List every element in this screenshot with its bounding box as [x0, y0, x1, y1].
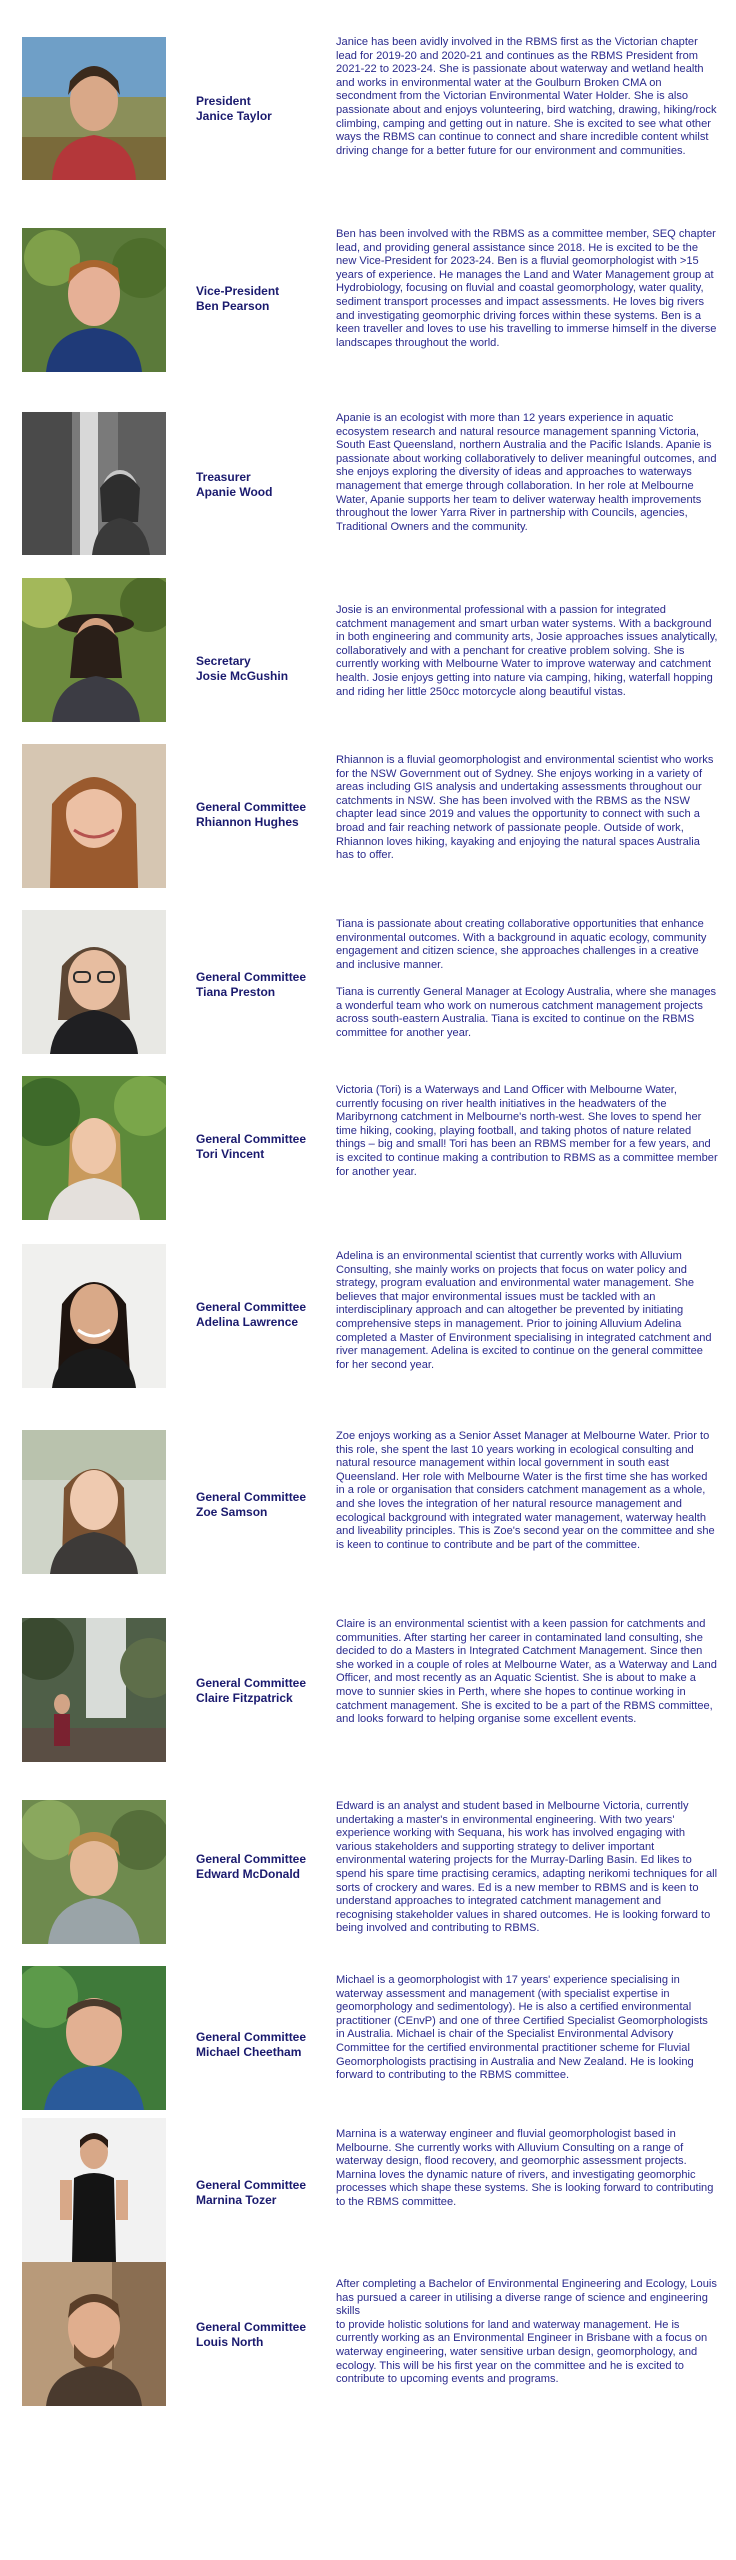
member-role: General Committee [196, 970, 307, 984]
member-role: Vice-President [196, 284, 280, 298]
member-role: General Committee [196, 1132, 307, 1146]
portrait-photo [22, 1244, 166, 1388]
member-name: Edward McDonald [196, 1867, 301, 1881]
member-role: Secretary [196, 654, 251, 668]
member-bio: Marnina is a waterway engineer and fluvial geomorphologist based in Melbourne. She currently works with Alluvium Consulting on a range of waterway design, flood recovery, and geomorphic assessment projects. Marnina loves the dynamic nature of rivers, and investigating geomorphic processes which shape these systems. She is looking forward to contributing to the RBMS committee. [336, 2128, 714, 2208]
portrait-photo [22, 37, 166, 180]
member-name: Adelina Lawrence [196, 1315, 299, 1329]
portrait-photo [22, 1800, 166, 1944]
member-bio: Josie is an environmental professional with a passion for integrated catchment management and smart urban water systems. With a background in both engineering and community arts, Josie approaches issues analytically, collaboratively and with a penchant for creative problem solving. She is currently working with Melbourne Water to improve waterway and catchment health. Josie enjoys getting into nature via camping, hiking, waterfall hopping and riding her little 250cc motorcycle along beautiful vistas. [336, 604, 718, 698]
member-name: Tori Vincent [196, 1147, 265, 1161]
member-role: Treasurer [196, 470, 251, 484]
member-bio: Victoria (Tori) is a Waterways and Land Officer with Melbourne Water, currently focusing on river health initiatives in the headwaters of the Maribyrnong catchment in Melbourne's north-west. She loves to spend her time hiking, cooking, playing football, and taking photos of nature related things – big and small! Tori has been an RBMS member for a few years, and is excited to continue making a contribution to RBMS as a committee member for another year. [336, 1084, 718, 1178]
member-name: Zoe Samson [196, 1505, 268, 1519]
portrait-photo [22, 2118, 166, 2262]
member-name: Apanie Wood [196, 485, 273, 499]
portrait-photo [22, 412, 166, 555]
portrait-photo [22, 1430, 166, 1574]
member-bio: Michael is a geomorphologist with 17 years' experience specialising in waterway assessment and management (with specialist expertise in geomorphology and sedimentology). He is also a certified environmental practitioner (CEnvP) and one of three Certified Specialist Geomorphologists in Australia. Michael is chair of the Specialist Environmental Advisory Committee for the certified environmental practitioner scheme for Fluvial Geomorphologists practising in Australia and New Zealand. He is looking forward to contributing to the RBMS committee. [336, 1974, 708, 2082]
portrait-photo [22, 744, 166, 888]
member-bio: Ben has been involved with the RBMS as a committee member, SEQ chapter lead, and providing general assistance since 2018. He is excited to be the new Vice-President for 2023-24. Ben is a fluvial geomorphologist with >15 years of experience. He manages the Land and Water Management group at Hydrobiology, focusing on fluvial and coastal geomorphology, water quality, sediment transport processes and impact assessments. He loves big rivers and investigating geomorphic driving forces within these systems. Ben is a keen traveller and loves to use his travelling to immerse himself in the diverse landscapes throughout the world. [336, 228, 717, 349]
member-name: Claire Fitzpatrick [196, 1691, 293, 1705]
member-bio: Tiana is passionate about creating collaborative opportunities that enhance environmental outcomes. With a background in aquatic ecology, community engagement and citizen science, she approaches challenges in a creative and inclusive manner. Tiana is currently General Manager at Ecology Australia, where she manages a wonderful team who work on numerous catchment management projects across south-eastern Australia. Tiana is excited to continue on the RBMS committee for another year. [336, 918, 717, 1039]
member-role: General Committee [196, 800, 307, 814]
member-name: Janice Taylor [196, 109, 272, 123]
member-name: Rhiannon Hughes [196, 815, 299, 829]
member-bio: After completing a Bachelor of Environmental Engineering and Ecology, Louis has pursued a career in utilising a diverse range of science and engineering skills to provide holistic solutions for land and waterway management. He is currently working as an Environmental Engineer in Brisbane with a focus on waterway engineering, water sensitive urban design, geomorphology, and ecology. This will be his first year on the committee and he is excited to contribute to upcoming events and programs. [336, 2278, 717, 2386]
member-bio: Rhiannon is a fluvial geomorphologist and environmental scientist who works for the NSW Government out of Sydney. She enjoys working in a variety of areas including GIS analysis and undertaking assessments throughout our catchments in NSW. She has been involved with the RBMS as the NSW chapter lead since 2019 and values the opportunity to connect with such a broad and fair reaching network of passionate people. Outside of work, Rhiannon loves hiking, kayaking and enjoying the natural spaces Australia has to offer. [336, 754, 714, 862]
member-name: Tiana Preston [196, 985, 276, 999]
member-role: General Committee [196, 1490, 307, 1504]
member-role: General Committee [196, 1676, 307, 1690]
member-bio: Edward is an analyst and student based in Melbourne Victoria, currently undertaking a master's in environmental engineering. With two years' experience working with Sequana, his work has involved engaging with various stakeholders and supporting strategy to deliver important environmental watering projects for the Murray-Darling Basin. Ed likes to spend his spare time practising ceramics, adapting nerikomi techniques for all sorts of crockery and wares. Ed is a new member to RBMS and is keen to understand approaches to integrated catchment management and recognising stakeholder values in shared outcomes. He is looking forward to being involved and contributing to RBMS. [336, 1800, 718, 1935]
member-name: Louis North [196, 2335, 264, 2349]
member-name: Michael Cheetham [196, 2045, 302, 2059]
member-role: General Committee [196, 1852, 307, 1866]
member-role: General Committee [196, 2320, 307, 2334]
portrait-photo [22, 1618, 166, 1762]
portrait-photo [22, 228, 166, 372]
member-role: General Committee [196, 1300, 307, 1314]
member-name: Ben Pearson [196, 299, 270, 313]
member-name: Marnina Tozer [196, 2193, 277, 2207]
portrait-photo [22, 1966, 166, 2110]
member-bio: Apanie is an ecologist with more than 12 years experience in aquatic ecosystem research and natural resource management spanning Victoria, South East Queensland, northern Australia and the Pacific Islands. Apanie is passionate about working collaboratively to deliver meaningful outcomes, and she enjoys exploring the diversity of ideas and approaches to waterways management that emerge through collaboration. In her role at Melbourne Water, Apanie supports her team to deliver waterway health improvements throughout the lower Yarra River in partnership with Councils, agencies, Traditional Owners and the community. [336, 412, 717, 533]
portrait-photo [22, 1076, 166, 1220]
member-bio: Janice has been avidly involved in the RBMS first as the Victorian chapter lead for 2019-20 and 2020-21 and continues as the RBMS President from 2021-22 to 2023-24. She is passionate about waterway and wetland health and works in environmental water at the Goulburn Broken CMA on secondment from the Victorian Environmental Water Holder. She is also passionate about and enjoys volunteering, bird watching, drawing, hiking/rock climbing, camping and getting out in nature. She is excited to see what other ways the RBMS can continue to connect and share incredible content whilst driving change for a better future for our environment and communities. [336, 36, 717, 157]
member-bio: Claire is an environmental scientist with a keen passion for catchments and communities. After starting her career in contaminated land consulting, she decided to do a Masters in Integrated Catchment Management. Since then she worked in a couple of roles at Melbourne Water, as a Waterway and Land Officer, and most recently as an Aquatic Scientist. She is about to make a move to sunnier skies in Perth, where she hopes to continue working in catchment management. She is excited to be a part of the RBMS committee, and looks forward to helping organise some excellent events. [336, 1618, 717, 1726]
portrait-photo [22, 910, 166, 1054]
member-bio: Adelina is an environmental scientist that currently works with Alluvium Consulting, she mainly works on projects that focus on water policy and strategy, program evaluation and environmental water management. She believes that major environmental issues must be tackled with an interdisciplinary approach and can altogether be prevented by initiating comprehensive steps in management. Prior to joining Alluvium Adelina completed a Master of Environment specialising in integrated catchment and river management. Adelina is excited to continue on the general committee for her second year. [336, 1250, 712, 1371]
member-role: General Committee [196, 2178, 307, 2192]
member-name: Josie McGushin [196, 669, 289, 683]
member-role: President [196, 94, 251, 108]
portrait-photo [22, 578, 166, 722]
member-bio: Zoe enjoys working as a Senior Asset Manager at Melbourne Water. Prior to this role, she spent the last 10 years working in ecological consulting and natural resource management within local government in south east Queensland. Her role with Melbourne Water is the first time she has worked in a role or organisation that considers catchment management as a whole, and she loves the integration of her natural resource management and ecological background with integrated water management, waterway health and liveability principles. This is Zoe's second year on the committee and she is keen to continue to contribute and be part of the committee. [336, 1430, 715, 1551]
member-role: General Committee [196, 2030, 307, 2044]
portrait-photo [22, 2262, 166, 2406]
